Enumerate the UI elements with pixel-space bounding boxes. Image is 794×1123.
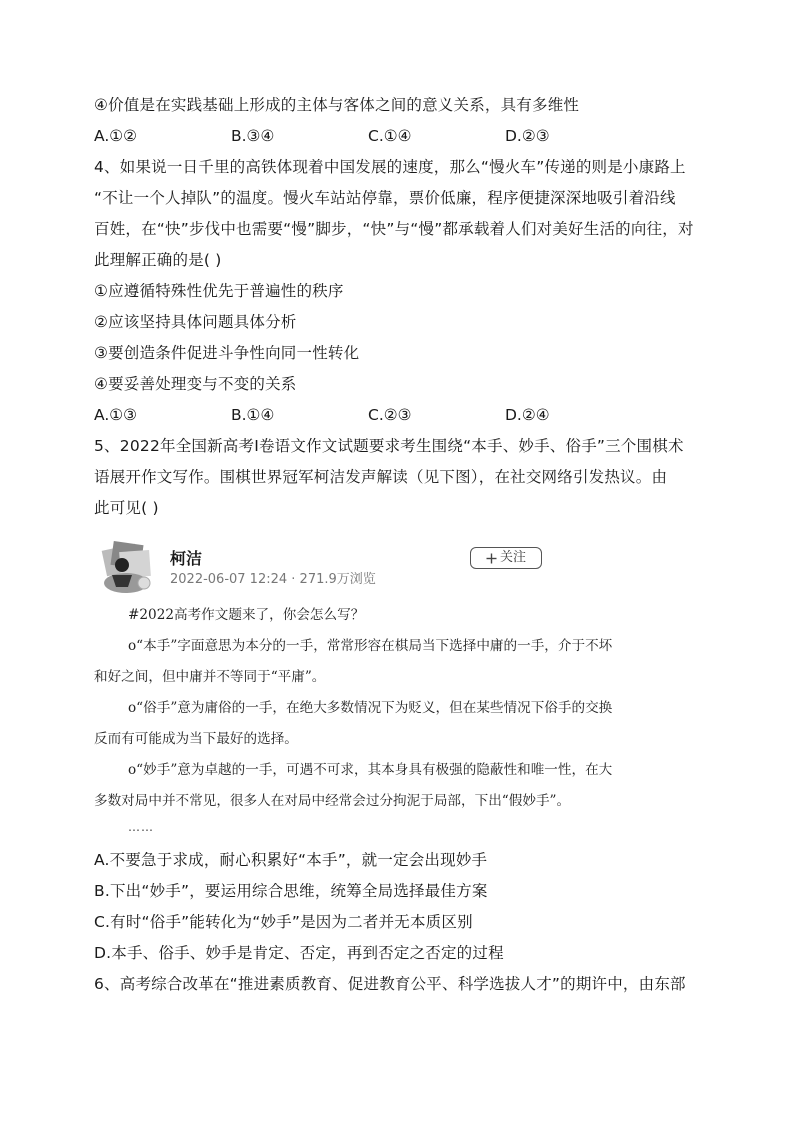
q3-option-a[interactable]: A.①②	[94, 127, 138, 145]
q4-item-2: ②应该坚持具体问题具体分析	[94, 313, 297, 331]
post-body	[94, 600, 700, 839]
post-line-6: o“妙手”意为卓越的一手，可遇不可求，其本身具有极强的隐蔽性和唯一性，在大	[128, 762, 613, 778]
q5-stem-line-3: 此可见( )	[94, 499, 159, 517]
post-line-3: 和好之间，但中庸并不等同于“平庸”。	[94, 669, 326, 685]
q3-option-b[interactable]: B.③④	[231, 127, 275, 145]
q4-option-b[interactable]: B.①④	[231, 406, 275, 424]
post-meta	[170, 548, 470, 590]
avatar	[98, 539, 158, 599]
follow-label: 关注	[499, 550, 526, 565]
q4-stem-line-1: 4、如果说一日千里的高铁体现着中国发展的速度，那么“慢火车”传递的则是小康路上	[94, 158, 686, 176]
q4-item-3: ③要创造条件促进斗争性向同一性转化	[94, 344, 360, 362]
post-timestamp: 2022-06-07 12:24 · 271.9万浏览	[170, 572, 376, 587]
q4-stem-line-4: 此理解正确的是( )	[94, 251, 222, 269]
post-header	[94, 538, 700, 600]
q3-options	[94, 121, 700, 152]
q4-options	[94, 400, 700, 431]
post-line-7: 多数对局中并不常见，很多人在对局中经常会过分拘泥于局部，下出“假妙手”。	[94, 793, 571, 809]
plus-icon	[486, 553, 497, 564]
follow-button[interactable]	[470, 547, 542, 569]
post-hashtag-line: #2022高考作文题来了，你会怎么写？	[128, 607, 365, 623]
post-author[interactable]: 柯洁	[170, 549, 203, 568]
social-post-figure	[94, 538, 700, 839]
q5-option-a[interactable]: A.不要急于求成，耐心积累好“本手”，就一定会出现妙手	[94, 851, 488, 869]
q3-item-4: ④价值是在实践基础上形成的主体与客体之间的意义关系，具有多维性	[94, 96, 580, 114]
q5-stem-line-2: 语展开作文写作。围棋世界冠军柯洁发声解读（见下图），在社交网络引发热议。由	[94, 468, 668, 486]
q4-item-1: ①应遵循特殊性优先于普遍性的秩序	[94, 282, 344, 300]
q3-option-c[interactable]: C.①④	[368, 127, 412, 145]
q4-option-c[interactable]: C.②③	[368, 406, 412, 424]
post-line-4: o“俗手”意为庸俗的一手，在绝大多数情况下为贬义，但在某些情况下俗手的交换	[128, 700, 613, 716]
q4-stem-line-3: 百姓，在“快”步伐中也需要“慢”脚步，“快”与“慢”都承载着人们对美好生活的向往，对	[94, 220, 694, 238]
q6-stem-line-1: 6、高考综合改革在“推进素质教育、促进教育公平、科学选拔人才”的期许中，由东部	[94, 975, 686, 993]
exam-page	[94, 90, 700, 1000]
q5-option-c[interactable]: C.有时“俗手”能转化为“妙手”是因为二者并无本质区别	[94, 913, 473, 931]
q4-option-d[interactable]: D.②④	[505, 406, 550, 424]
q4-item-4: ④要妥善处理变与不变的关系	[94, 375, 297, 393]
post-ellipsis: ……	[128, 820, 154, 834]
q5-option-d[interactable]: D.本手、俗手、妙手是肯定、否定，再到否定之否定的过程	[94, 944, 504, 962]
q4-option-a[interactable]: A.①③	[94, 406, 138, 424]
post-line-5: 反而有可能成为当下最好的选择。	[94, 731, 298, 747]
q4-stem-line-2: “不让一个人掉队”的温度。慢火车站站停靠，票价低廉，程序便捷深深地吸引着沿线	[94, 189, 676, 207]
q5-stem-line-1: 5、2022年全国新高考Ⅰ卷语文作文试题要求考生围绕“本手、妙手、俗手”三个围棋术	[94, 437, 684, 455]
post-line-2: o“本手”字面意思为本分的一手，常常形容在棋局当下选择中庸的一手，介于不坏	[128, 638, 613, 654]
q5-option-b[interactable]: B.下出“妙手”，要运用综合思维，统筹全局选择最佳方案	[94, 882, 488, 900]
q3-option-d[interactable]: D.②③	[505, 127, 550, 145]
